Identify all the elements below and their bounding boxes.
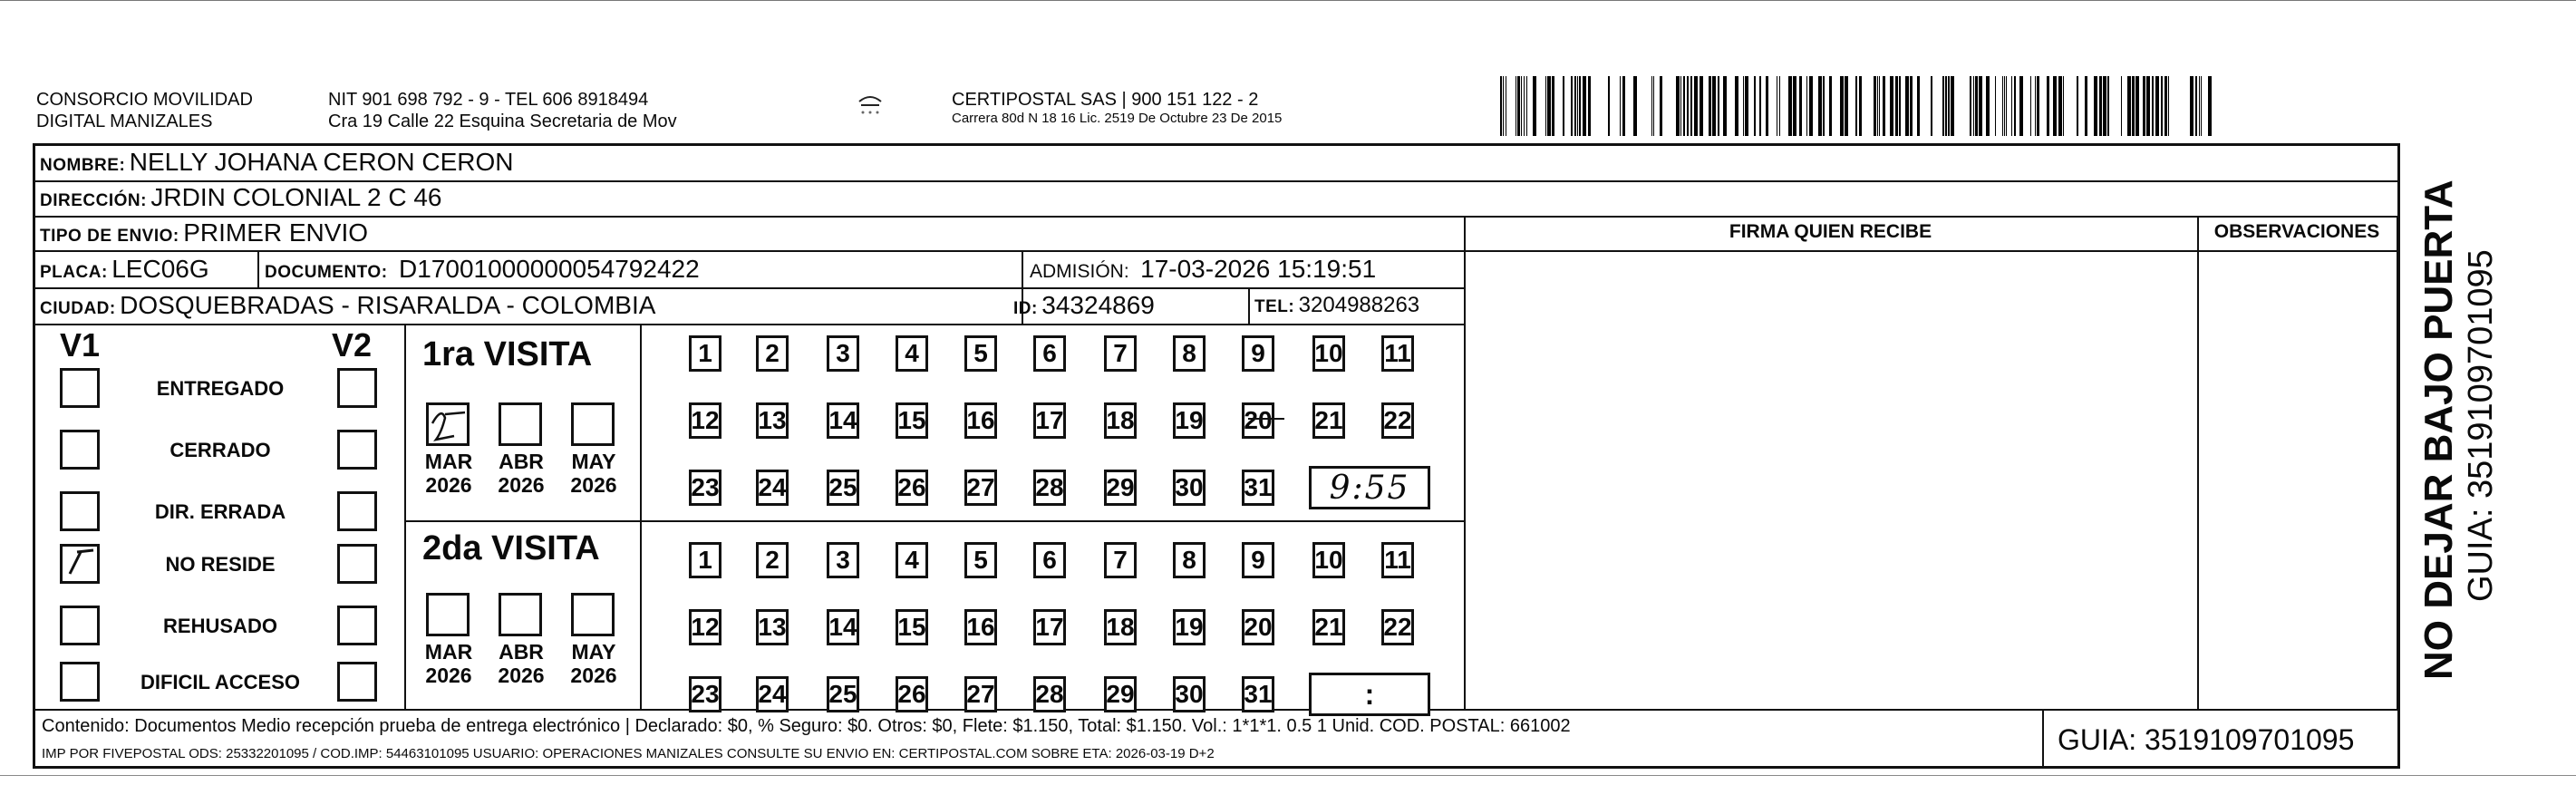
month-year: 2026 bbox=[570, 473, 617, 497]
v1-checkbox[interactable] bbox=[60, 430, 100, 470]
day-number: 10 bbox=[1314, 546, 1343, 574]
month-year: 2026 bbox=[425, 664, 472, 687]
second-visit-time-field[interactable] bbox=[1309, 673, 1430, 716]
second-visit-month-checkbox[interactable] bbox=[426, 593, 470, 636]
second-visit-day-20[interactable] bbox=[1242, 609, 1274, 645]
second-visit-month-label bbox=[495, 640, 547, 687]
second-visit-day-30[interactable] bbox=[1173, 676, 1206, 712]
day-number: 18 bbox=[1106, 613, 1135, 641]
day-number: 7 bbox=[1113, 339, 1128, 367]
nombre-row bbox=[40, 148, 513, 181]
first-visit-month-label bbox=[567, 450, 620, 497]
day-number: 9 bbox=[1251, 546, 1265, 574]
day-number: 23 bbox=[691, 473, 720, 501]
second-visit-day-12[interactable] bbox=[689, 609, 721, 645]
admision-value: 17-03-2026 15:19:51 bbox=[1140, 255, 1377, 283]
side-guia: GUIA: 3519109701095 bbox=[2462, 249, 2500, 602]
observations-area[interactable] bbox=[2203, 254, 2393, 707]
day-number: 13 bbox=[758, 406, 787, 434]
first-visit-day-28[interactable] bbox=[1033, 470, 1066, 506]
day-number: 25 bbox=[828, 473, 857, 501]
second-visit-day-1[interactable] bbox=[689, 542, 721, 578]
v1-checkbox[interactable] bbox=[60, 544, 100, 584]
second-visit-month-label bbox=[567, 640, 620, 687]
v2-checkbox[interactable] bbox=[337, 430, 377, 470]
ciudad-value: DOSQUEBRADAS - RISARALDA - COLOMBIA bbox=[120, 291, 656, 319]
day-number: 14 bbox=[828, 406, 857, 434]
first-visit-day-29[interactable] bbox=[1104, 470, 1137, 506]
first-visit-day-18[interactable] bbox=[1104, 402, 1137, 439]
day-number: 17 bbox=[1035, 406, 1064, 434]
day-number: 8 bbox=[1182, 546, 1196, 574]
second-visit-title: 2da VISITA bbox=[422, 529, 600, 567]
day-number: 5 bbox=[973, 339, 988, 367]
second-visit-day-14[interactable] bbox=[827, 609, 859, 645]
v2-label: V2 bbox=[332, 326, 373, 363]
certipostal-logo-icon bbox=[852, 92, 888, 118]
v2-checkbox[interactable] bbox=[337, 662, 377, 702]
second-visit-day-9[interactable] bbox=[1242, 542, 1274, 578]
status-label: DIR. ERRADA bbox=[154, 500, 286, 523]
day-number: 4 bbox=[905, 546, 919, 574]
id-label: ID: bbox=[1013, 299, 1038, 318]
day-number: 28 bbox=[1035, 473, 1064, 501]
day-number: 19 bbox=[1175, 613, 1204, 641]
first-visit-month-label bbox=[495, 450, 547, 497]
barcode-icon bbox=[1500, 76, 2221, 136]
first-visit-day-11[interactable] bbox=[1381, 335, 1414, 372]
day-number: 22 bbox=[1383, 613, 1412, 641]
day-number: 16 bbox=[966, 613, 995, 641]
id-value: 34324869 bbox=[1041, 291, 1155, 319]
day-number: 2 bbox=[765, 546, 780, 574]
admision-label: ADMISIÓN: bbox=[1030, 261, 1129, 282]
day-number: 26 bbox=[897, 473, 926, 501]
observaciones-header: OBSERVACIONES bbox=[2213, 221, 2380, 242]
day-number: 30 bbox=[1175, 680, 1204, 708]
day-number: 15 bbox=[897, 613, 926, 641]
second-visit-day-26[interactable] bbox=[896, 676, 928, 712]
documento-label: DOCUMENTO: bbox=[265, 263, 388, 282]
day-number: 31 bbox=[1244, 680, 1273, 708]
day-number: 6 bbox=[1042, 339, 1057, 367]
second-visit-day-15[interactable] bbox=[896, 609, 928, 645]
direccion-value: JRDIN COLONIAL 2 C 46 bbox=[150, 183, 442, 211]
second-visit-day-3[interactable] bbox=[827, 542, 859, 578]
courier-line1: CERTIPOSTAL SAS | 900 151 122 - 2 bbox=[952, 90, 1259, 110]
company-line1: CONSORCIO MOVILIDAD bbox=[36, 90, 253, 110]
nit-line1: NIT 901 698 792 - 9 - TEL 606 8918494 bbox=[328, 90, 649, 110]
first-visit-day-26[interactable] bbox=[896, 470, 928, 506]
first-visit-day-16[interactable] bbox=[964, 402, 997, 439]
month-name: MAY bbox=[571, 450, 616, 473]
first-visit-day-7[interactable] bbox=[1104, 335, 1137, 372]
first-visit-day-1[interactable] bbox=[689, 335, 721, 372]
ciudad-cell bbox=[40, 291, 655, 325]
company-name bbox=[36, 89, 253, 132]
second-visit-month-label bbox=[422, 640, 475, 687]
month-year: 2026 bbox=[498, 664, 545, 687]
id-cell bbox=[1013, 291, 1155, 325]
status-label: DIFICIL ACCESO bbox=[140, 671, 300, 693]
tipo-row bbox=[40, 218, 368, 252]
v1-label: V1 bbox=[60, 326, 101, 363]
first-visit-month-checkbox[interactable] bbox=[499, 402, 542, 446]
day-number: 29 bbox=[1106, 473, 1135, 501]
first-visit-month-label bbox=[422, 450, 475, 497]
second-visit-day-7[interactable] bbox=[1104, 542, 1137, 578]
nit-line2: Cra 19 Calle 22 Esquina Secretaria de Mov bbox=[328, 111, 677, 131]
second-visit-day-19[interactable] bbox=[1173, 609, 1206, 645]
tel-label: TEL: bbox=[1254, 297, 1295, 316]
first-visit-day-12[interactable] bbox=[689, 402, 721, 439]
tipo-label: TIPO DE ENVIO: bbox=[40, 227, 179, 246]
second-visit-day-28[interactable] bbox=[1033, 676, 1066, 712]
day-number: 29 bbox=[1106, 680, 1135, 708]
day-number: 5 bbox=[973, 546, 988, 574]
visit-time-placeholder: : bbox=[1364, 677, 1375, 711]
second-visit-day-23[interactable] bbox=[689, 676, 721, 712]
tipo-value: PRIMER ENVIO bbox=[183, 218, 369, 247]
nombre-value: NELLY JOHANA CERON CERON bbox=[129, 148, 514, 176]
first-visit-month-checkbox[interactable] bbox=[426, 402, 470, 446]
day-number: 30 bbox=[1175, 473, 1204, 501]
footer-guia: GUIA: 3519109701095 bbox=[2058, 723, 2355, 756]
ciudad-label: CIUDAD: bbox=[40, 299, 116, 318]
day-number: 3 bbox=[836, 546, 850, 574]
direccion-row bbox=[40, 183, 441, 217]
no-dejar-bajo-puerta: NO DEJAR BAJO PUERTA bbox=[2416, 179, 2461, 680]
company-line2: DIGITAL MANIZALES bbox=[36, 111, 213, 131]
second-visit-day-27[interactable] bbox=[964, 676, 997, 712]
v1-checkbox[interactable] bbox=[60, 662, 100, 702]
month-name: MAY bbox=[571, 640, 616, 664]
day-number: 20 bbox=[1244, 613, 1273, 641]
documento-cell bbox=[265, 255, 700, 288]
day-number: 21 bbox=[1314, 406, 1343, 434]
placa-label: PLACA: bbox=[40, 263, 108, 282]
day-number: 11 bbox=[1384, 339, 1411, 367]
second-visit-day-8[interactable] bbox=[1173, 542, 1206, 578]
day-number: 11 bbox=[1384, 546, 1411, 574]
visit-time-handwritten: 9:55 bbox=[1329, 469, 1410, 507]
month-year: 2026 bbox=[425, 473, 472, 497]
day-number: 10 bbox=[1314, 339, 1343, 367]
first-visit-day-10[interactable] bbox=[1312, 335, 1345, 372]
day-number: 26 bbox=[897, 680, 926, 708]
second-visit-day-16[interactable] bbox=[964, 609, 997, 645]
second-visit-month-checkbox[interactable] bbox=[571, 593, 615, 636]
day-number: 1 bbox=[698, 546, 712, 574]
v1-checkbox[interactable] bbox=[60, 606, 100, 645]
second-visit-day-24[interactable] bbox=[756, 676, 789, 712]
day-number: 17 bbox=[1035, 613, 1064, 641]
month-name: MAR bbox=[424, 450, 473, 473]
day-number: 2 bbox=[765, 339, 780, 367]
month-name: ABR bbox=[499, 450, 544, 473]
second-visit-day-5[interactable] bbox=[964, 542, 997, 578]
day-number: 13 bbox=[758, 613, 787, 641]
courier-line2: Carrera 80d N 18 16 Lic. 2519 De Octubre 23 De 2015 bbox=[952, 111, 1283, 126]
day-number: 8 bbox=[1182, 339, 1196, 367]
first-visit-day-4[interactable] bbox=[896, 335, 928, 372]
courier-info bbox=[952, 89, 1282, 126]
first-visit-day-23[interactable] bbox=[689, 470, 721, 506]
day-number: 27 bbox=[966, 473, 995, 501]
signature-area[interactable] bbox=[1468, 254, 2193, 707]
imp-text: IMP POR FIVEPOSTAL ODS: 25332201095 / COD.IMP: 54463101095 USUARIO: OPERACIONES MANIZALES CONSULTE SU ENVIO EN: CERTIPOSTAL.COM SOBRE ETA: 2026-03-19 D+2 bbox=[42, 746, 1215, 761]
day-number: 19 bbox=[1175, 406, 1204, 434]
placa-cell bbox=[40, 255, 209, 288]
admision-cell bbox=[1030, 255, 1376, 288]
top-rule bbox=[0, 0, 2576, 1]
day-number: 22 bbox=[1383, 406, 1412, 434]
status-label: NO RESIDE bbox=[165, 553, 276, 576]
first-visit-day-24[interactable] bbox=[756, 470, 789, 506]
day-number: 1 bbox=[698, 339, 712, 367]
status-label: REHUSADO bbox=[163, 615, 277, 637]
first-visit-day-22[interactable] bbox=[1381, 402, 1414, 439]
day-number: 27 bbox=[966, 680, 995, 708]
tel-value: 3204988263 bbox=[1298, 293, 1420, 317]
second-visit-day-4[interactable] bbox=[896, 542, 928, 578]
second-visit-day-18[interactable] bbox=[1104, 609, 1137, 645]
month-name: ABR bbox=[499, 640, 544, 664]
second-visit-day-2[interactable] bbox=[756, 542, 789, 578]
contenido-text: Contenido: Documentos Medio recepción prueba de entrega electrónico | Declarado: $0, % Seguro: $0. Otros: $0, Flete: $1.150, Total: $1.150. Vol.: 1*1*1. 0.5 1 Unid. COD. POSTAL: 661002 bbox=[42, 716, 1571, 736]
v1-checkbox[interactable] bbox=[60, 368, 100, 408]
month-name: MAR bbox=[424, 640, 473, 664]
nombre-label: NOMBRE: bbox=[40, 156, 126, 175]
first-visit-day-14[interactable] bbox=[827, 402, 859, 439]
first-visit-month-checkbox[interactable] bbox=[571, 402, 615, 446]
first-visit-day-30[interactable] bbox=[1173, 470, 1206, 506]
second-visit-day-17[interactable] bbox=[1033, 609, 1066, 645]
day-number: 12 bbox=[691, 613, 720, 641]
first-visit-day-8[interactable] bbox=[1173, 335, 1206, 372]
first-visit-day-20[interactable] bbox=[1242, 402, 1274, 439]
first-visit-day-27[interactable] bbox=[964, 470, 997, 506]
second-visit-day-6[interactable] bbox=[1033, 542, 1066, 578]
day-number: 25 bbox=[828, 680, 857, 708]
second-visit-day-31[interactable] bbox=[1242, 676, 1274, 712]
status-label: ENTREGADO bbox=[156, 377, 285, 400]
day-number: 20 bbox=[1244, 406, 1273, 434]
first-visit-title: 1ra VISITA bbox=[422, 335, 593, 373]
day-number: 4 bbox=[905, 339, 919, 367]
day-number: 24 bbox=[758, 680, 787, 708]
first-visit-day-5[interactable] bbox=[964, 335, 997, 372]
placa-value: LEC06G bbox=[111, 255, 209, 283]
month-year: 2026 bbox=[570, 664, 617, 687]
day-number: 24 bbox=[758, 473, 787, 501]
first-visit-day-2[interactable] bbox=[756, 335, 789, 372]
v2-checkbox[interactable] bbox=[337, 606, 377, 645]
v2-checkbox[interactable] bbox=[337, 368, 377, 408]
company-nit bbox=[328, 89, 677, 132]
second-visit-month-checkbox[interactable] bbox=[499, 593, 542, 636]
second-visit-day-25[interactable] bbox=[827, 676, 859, 712]
day-number: 3 bbox=[836, 339, 850, 367]
day-number: 18 bbox=[1106, 406, 1135, 434]
v2-checkbox[interactable] bbox=[337, 491, 377, 531]
second-visit-day-29[interactable] bbox=[1104, 676, 1137, 712]
v2-checkbox[interactable] bbox=[337, 544, 377, 584]
tel-cell bbox=[1254, 291, 1419, 323]
first-visit-day-9[interactable] bbox=[1242, 335, 1274, 372]
first-visit-day-17[interactable] bbox=[1033, 402, 1066, 439]
day-number: 12 bbox=[691, 406, 720, 434]
v1-checkbox[interactable] bbox=[60, 491, 100, 531]
day-number: 15 bbox=[897, 406, 926, 434]
first-visit-day-25[interactable] bbox=[827, 470, 859, 506]
status-label: CERRADO bbox=[169, 439, 271, 461]
first-visit-day-3[interactable] bbox=[827, 335, 859, 372]
first-visit-time-field[interactable] bbox=[1309, 466, 1430, 509]
month-year: 2026 bbox=[498, 473, 545, 497]
first-visit-day-15[interactable] bbox=[896, 402, 928, 439]
second-visit-day-22[interactable] bbox=[1381, 609, 1414, 645]
firma-header: FIRMA QUIEN RECIBE bbox=[1729, 221, 1932, 242]
second-visit-day-21[interactable] bbox=[1312, 609, 1345, 645]
bottom-rule bbox=[0, 775, 2576, 776]
first-visit-day-19[interactable] bbox=[1173, 402, 1206, 439]
day-number: 7 bbox=[1113, 546, 1128, 574]
day-number: 23 bbox=[691, 680, 720, 708]
day-number: 6 bbox=[1042, 546, 1057, 574]
day-number: 16 bbox=[966, 406, 995, 434]
direccion-label: DIRECCIÓN: bbox=[40, 191, 147, 210]
day-number: 28 bbox=[1035, 680, 1064, 708]
day-number: 9 bbox=[1251, 339, 1265, 367]
first-visit-day-31[interactable] bbox=[1242, 470, 1274, 506]
second-visit-day-13[interactable] bbox=[756, 609, 789, 645]
documento-value: D17001000000054792422 bbox=[399, 255, 700, 283]
day-number: 14 bbox=[828, 613, 857, 641]
day-number: 21 bbox=[1314, 613, 1343, 641]
second-visit-day-11[interactable] bbox=[1381, 542, 1414, 578]
first-visit-day-21[interactable] bbox=[1312, 402, 1345, 439]
first-visit-day-6[interactable] bbox=[1033, 335, 1066, 372]
second-visit-day-10[interactable] bbox=[1312, 542, 1345, 578]
first-visit-day-13[interactable] bbox=[756, 402, 789, 439]
day-number: 31 bbox=[1244, 473, 1273, 501]
